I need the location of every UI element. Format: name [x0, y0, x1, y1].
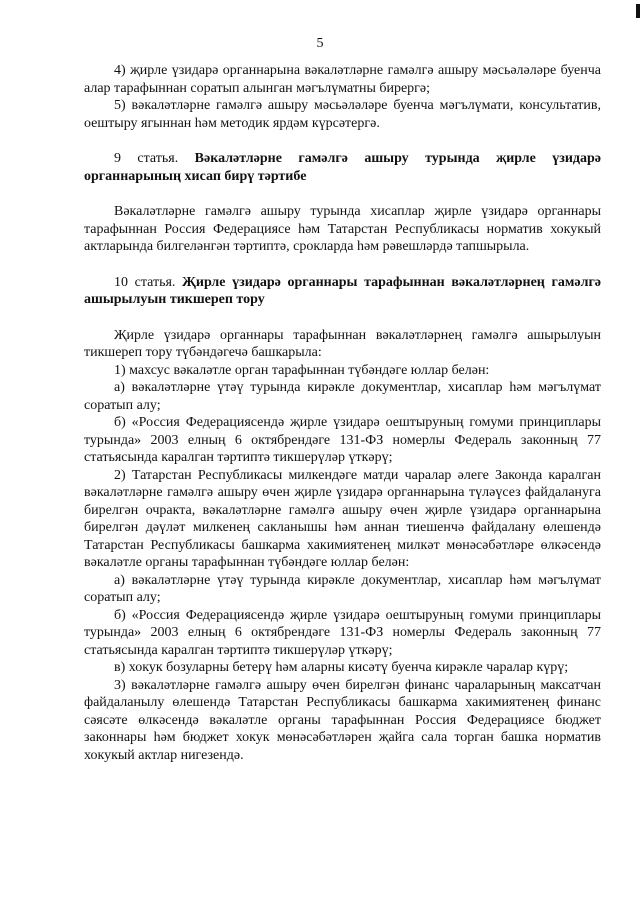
- paragraph: 1) махсус вәкаләтле орган тарафыннан түбәндәге юллар белән:: [114, 362, 490, 378]
- article-9-heading: [84, 150, 601, 185]
- paragraph: а) вәкаләтләрне үтәү турында кирәкле документлар, хисаплар һәм мәгълүмат соратып алу;: [84, 380, 601, 413]
- paragraph: а) вәкаләтләрне үтәү турында кирәкле документлар, хисаплар һәм мәгълүмат соратып алу;: [84, 572, 601, 605]
- paragraph: 2) Татарстан Республикасы милкендәге матди чаралар әлеге Законда каралган вәкаләтләрне гамәлгә ашыру өчен җирле үзидарә органнарына түләүсез файдалануга бирелгән очракта, вәкаләтләрне гамәлгә ашыру өчен җирле үзидарә органнарына бирелгән дәүләт милкенең сакланышы һәм аннан тиешенчә файдалану өлешендә Татарстан Республикасы башкарма хакимиятенең милкәт мөнәсәбәтләре өлкәсендә вәкаләтле органы тарафыннан түбәндәге юллар белән:: [84, 467, 601, 570]
- paragraph: Җирле үзидарә органнары тарафыннан вәкаләтләрнең гамәлгә ашырылуын тикшереп тору түбәндәгечә башкарыла:: [84, 327, 601, 360]
- paragraph: Вәкаләтләрне гамәлгә ашыру турында хисаплар җирле үзидарә органнары тарафыннан Россия Федерациясе һәм Татарстан Республикасы норматив хокукый актларында билгеләнгән тәртиптә, срокларда һәм рәвешләрдә тапшырыла.: [84, 204, 601, 254]
- document-body: [84, 62, 601, 764]
- article-10-heading: [84, 274, 601, 309]
- corner-mark: [636, 4, 640, 18]
- article-number: 10 статья.: [114, 274, 176, 290]
- article-number: 9 статья.: [114, 151, 179, 166]
- paragraph: б) «Россия Федерациясендә җирле үзидарә оештыруның гомуми принциплары турында» 2003 елның 6 октябрендәге 131-ФЗ номерлы Федераль законның 77 статьясында каралган тәртиптә тикшерүләр үткәрү;: [84, 415, 601, 465]
- paragraph: 4) җирле үзидарә органнарына вәкаләтләрне гамәлгә ашыру мәсьәләләре буенча алар тарафыннан соратып алынган мәгълүматны бирергә;: [84, 63, 601, 96]
- paragraph: в) хокук бозуларны бетерү һәм аларны кисәтү буенча кирәкле чаралар күрү;: [114, 660, 569, 675]
- article-title: Җирле үзидарә органнары тарафыннан вәкаләтләрнең гамәлгә ашырылуын тикшереп тору: [84, 274, 602, 307]
- paragraph: б) «Россия Федерациясендә җирле үзидарә оештыруның гомуми принциплары турында» 2003 елның 6 октябрендәге 131-ФЗ номерлы Федераль законның 77 статьясында каралган тәртиптә тикшерүләр үткәрү;: [84, 607, 601, 658]
- paragraph: 5) вәкаләтләрне гамәлгә ашыру мәсьәләләре буенча мәгълүмати, консультатив, оештыру ягыннан һәм методик ярдәм күрсәтергә.: [84, 98, 601, 131]
- article-title: Вәкаләтләрне гамәлгә ашыру турында җирле үзидарә органнарының хисап бирү тәртибе: [84, 151, 602, 184]
- paragraph: 3) вәкаләтләрне гамәлгә ашыру өчен бирелгән финанс чараларының максатчан файдаланылу өлешендә Татарстан Республикасы башкарма хакимиятенең финанс сәясәте өлкәсендә вәкаләтле органы тарафыннан Россия Федерациясе бюджет законнары һәм бюджет хокук мөнәсәбәтләрен җайга сала торган башка норматив хокукый актлар нигезендә.: [84, 677, 601, 763]
- page-number: 5: [316, 36, 324, 51]
